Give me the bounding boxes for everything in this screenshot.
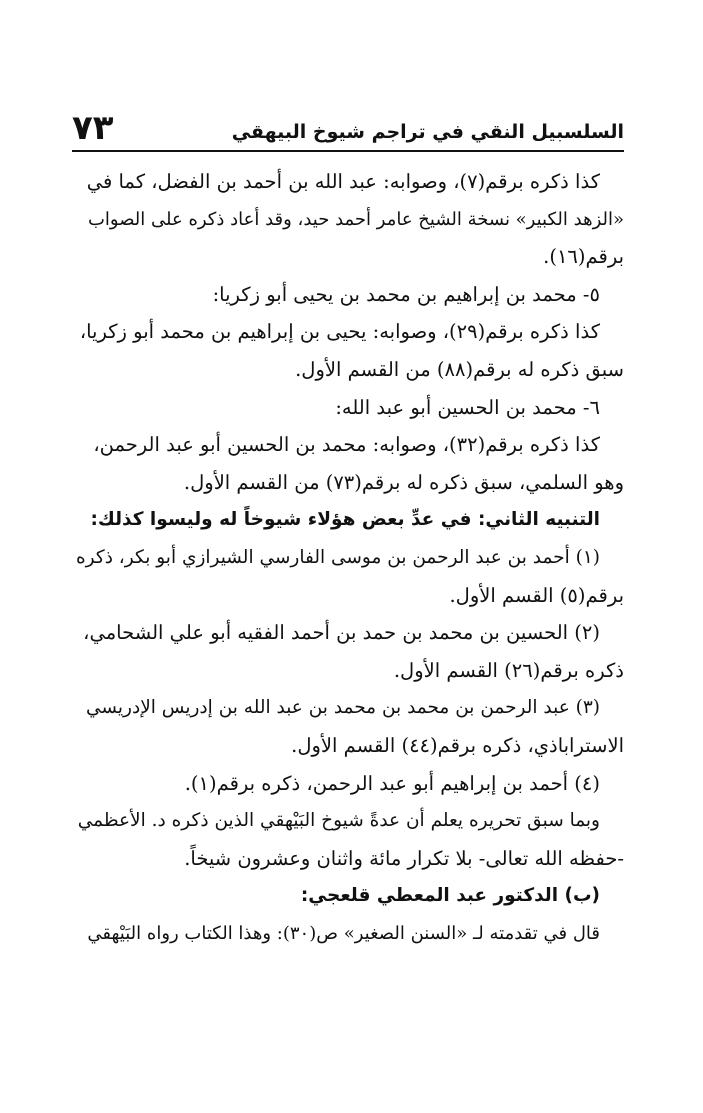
- text-line: وبما سبق تحريره يعلم أن عدةً شيوخ البَيْهقي الذين ذكره د. الأعظمي: [77, 810, 600, 832]
- text-line: قال في تقدمته لـ «السنن الصغير» ص(٣٠): وهذا الكتاب رواه البَيْهقي: [87, 922, 600, 944]
- text-line: «الزهد الكبير» نسخة الشيخ عامر أحمد حيد، وقد أعاد ذكره على الصواب: [87, 208, 624, 230]
- text-line: (٤) أحمد بن إبراهيم أبو عبد الرحمن، ذكره برقم(١).: [184, 771, 600, 795]
- text-line: برقم(١٦).: [543, 245, 624, 269]
- text-line: كذا ذكره برقم(٣٢)، وصوابه: محمد بن الحسين أبو عبد الرحمن،: [93, 433, 600, 457]
- page-number: ٧٣: [72, 108, 114, 148]
- page-header: [72, 108, 624, 152]
- section-heading-line: (ب) الدكتور عبد المعطي قلعجي:: [300, 885, 600, 907]
- text-line: (٣) عبد الرحمن بن محمد بن محمد بن عبد الله بن إدريس الإدريسي: [85, 697, 600, 719]
- text-line: وهو السلمي، سبق ذكره له برقم(٧٣) من القسم الأول.: [183, 470, 624, 494]
- header-rule: [72, 150, 624, 152]
- text-line: ذكره برقم(٢٦) القسم الأول.: [393, 658, 624, 682]
- text-line: ٦- محمد بن الحسين أبو عبد الله:: [335, 395, 600, 419]
- section-heading-line: التنبيه الثاني: في عدِّ بعض هؤلاء شيوخاً له وليسوا كذلك:: [90, 509, 600, 531]
- running-title: السلسبيل النقي في تراجم شيوخ البيهقي: [231, 121, 624, 143]
- text-line: كذا ذكره برقم(٧)، وصوابه: عبد الله بن أحمد بن الفضل، كما في: [86, 170, 600, 193]
- text-line: برقم(٥) القسم الأول.: [449, 583, 624, 607]
- text-line: الاستراباذي، ذكره برقم(٤٤) القسم الأول.: [291, 733, 624, 757]
- text-line: -حفظه الله تعالى- بلا تكرار مائة واثنان وعشرون شيخاً.: [184, 846, 624, 870]
- body-text: [76, 163, 624, 952]
- text-line: سبق ذكره له برقم(٨٨) من القسم الأول.: [295, 357, 624, 381]
- text-line: كذا ذكره برقم(٢٩)، وصوابه: يحيى بن إبراهيم بن محمد أبو زكريا،: [79, 320, 600, 344]
- text-line: (٢) الحسين بن محمد بن حمد بن أحمد الفقيه أبو علي الشحامي،: [83, 621, 600, 645]
- text-line: (١) أحمد بن عبد الرحمن بن موسى الفارسي الشيرازي أبو بكر، ذكره: [76, 546, 600, 568]
- text-line: ٥- محمد بن إبراهيم بن محمد بن يحيى أبو زكريا:: [212, 282, 600, 306]
